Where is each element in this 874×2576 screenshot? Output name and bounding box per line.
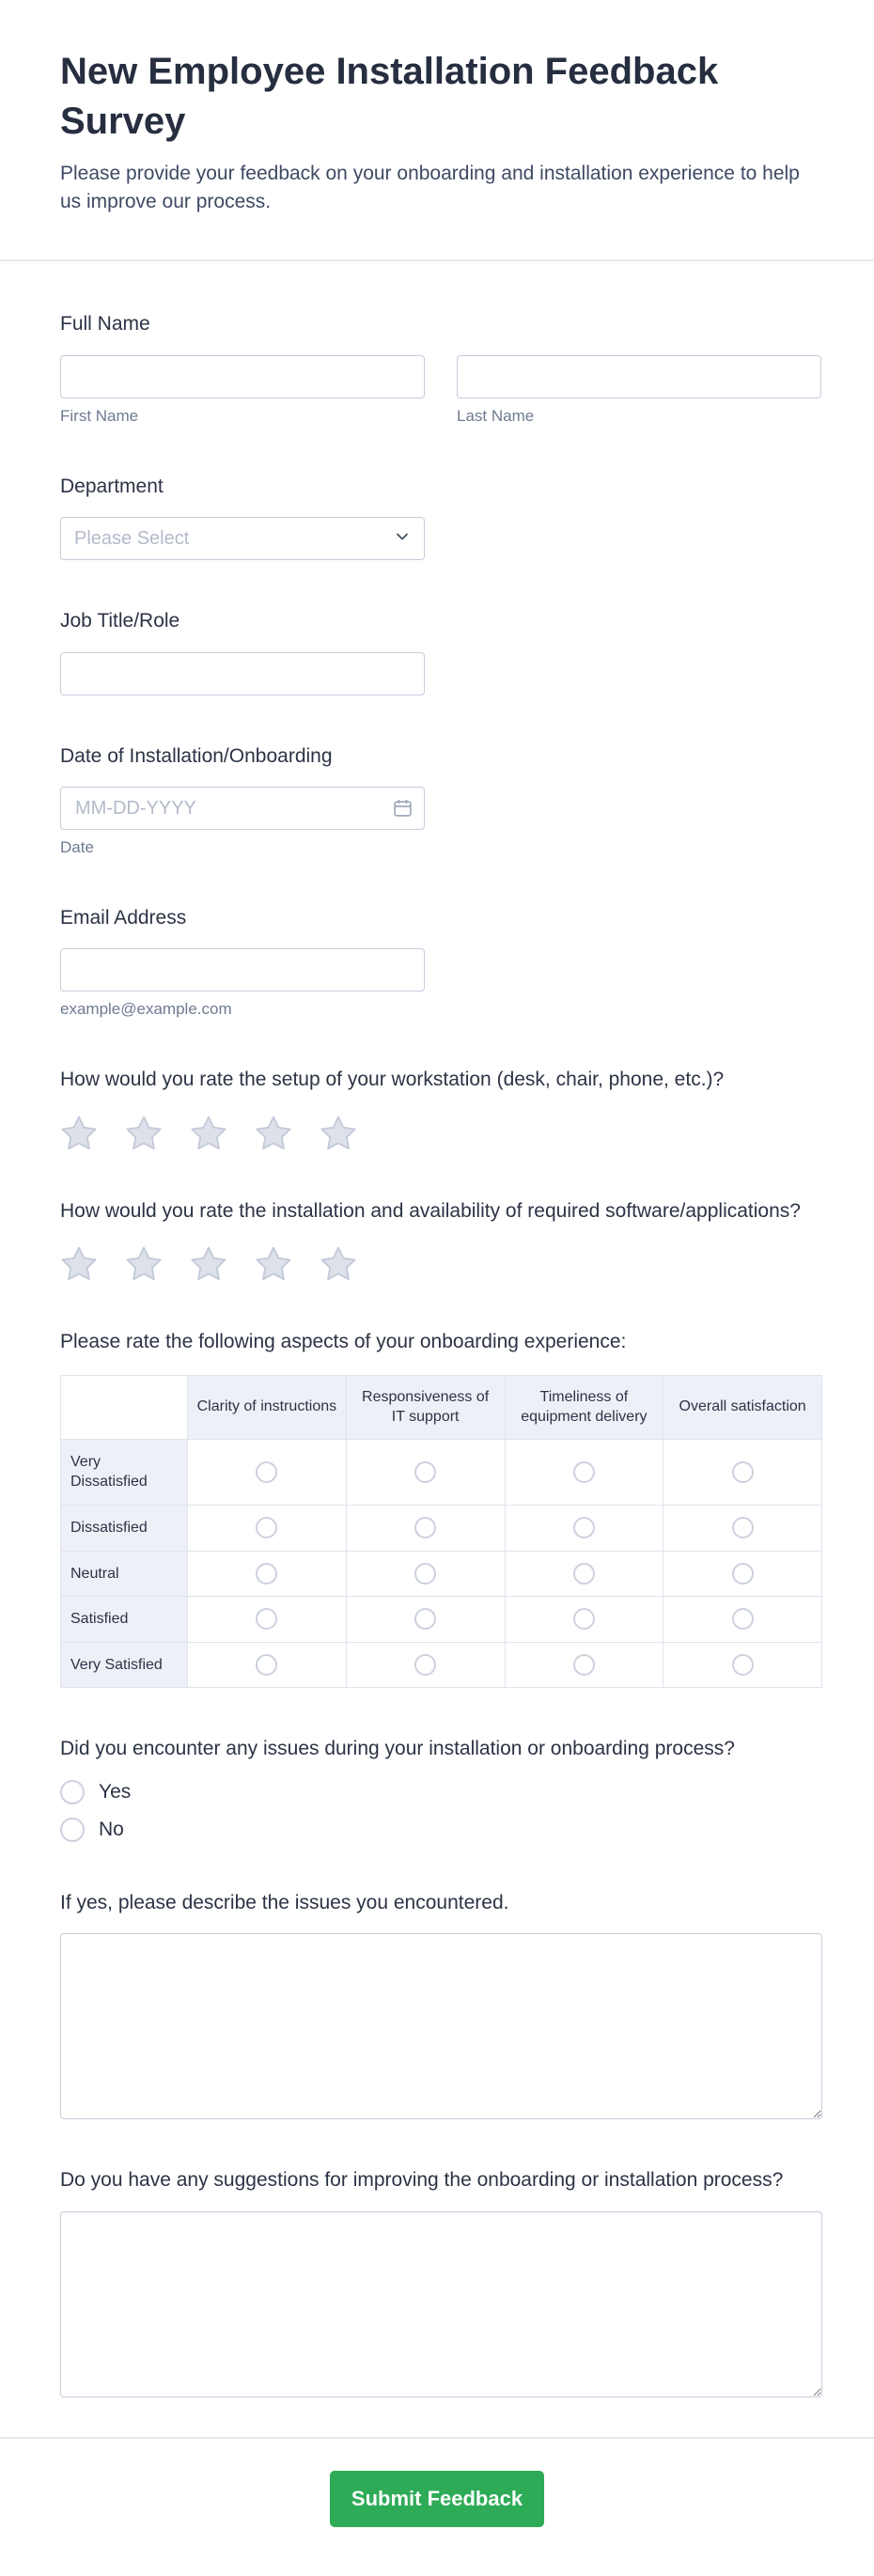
star-icon[interactable] (190, 1245, 227, 1281)
matrix-cell (346, 1597, 505, 1643)
matrix-cell (188, 1439, 347, 1505)
issues-description-textarea[interactable] (60, 1933, 822, 2119)
matrix-cell (663, 1597, 822, 1643)
matrix-radio[interactable] (414, 1517, 436, 1538)
matrix-radio[interactable] (732, 1608, 754, 1630)
department-label: Department (60, 475, 164, 497)
matrix-cell (663, 1505, 822, 1551)
matrix-radio[interactable] (256, 1461, 277, 1483)
star-icon[interactable] (60, 1245, 98, 1281)
field-issues (60, 1735, 874, 1841)
matrix-cell (346, 1505, 505, 1551)
matrix-row (61, 1505, 822, 1551)
calendar-icon[interactable] (393, 798, 413, 818)
matrix-radio[interactable] (732, 1654, 754, 1676)
radio-icon[interactable] (60, 1818, 85, 1842)
form-footer (0, 2437, 874, 2576)
matrix-cell (505, 1439, 663, 1505)
full-name-inputs (60, 355, 821, 426)
last-name-col (457, 355, 821, 426)
matrix-cell (188, 1642, 347, 1688)
suggestions-label: Do you have any suggestions for improving the onboarding or installation process? (60, 2169, 784, 2192)
matrix-cell (505, 1597, 663, 1643)
matrix-radio[interactable] (573, 1608, 595, 1630)
date-input[interactable] (60, 787, 425, 830)
matrix-cell (505, 1642, 663, 1688)
form-body (0, 261, 874, 2396)
software-rating-label: How would you rate the installation and availability of required software/applications? (60, 1199, 801, 1222)
field-job-title (60, 607, 874, 695)
issues-options (60, 1780, 874, 1842)
star-icon[interactable] (125, 1115, 163, 1150)
matrix-corner-cell (61, 1375, 188, 1439)
radio-icon[interactable] (60, 1780, 85, 1804)
matrix-radio[interactable] (256, 1517, 277, 1538)
matrix-header-row (61, 1375, 822, 1439)
chevron-down-icon (394, 528, 411, 550)
field-email (60, 904, 874, 1019)
matrix-cell (346, 1551, 505, 1597)
department-select[interactable] (60, 517, 425, 560)
matrix-col-header: Overall satisfaction (663, 1375, 822, 1439)
email-sublabel: example@example.com (60, 1000, 232, 1019)
star-icon[interactable] (320, 1115, 357, 1150)
matrix-radio[interactable] (414, 1654, 436, 1676)
first-name-input[interactable] (60, 355, 425, 398)
matrix-radio[interactable] (414, 1461, 436, 1483)
matrix-radio[interactable] (256, 1608, 277, 1630)
star-icon[interactable] (190, 1115, 227, 1150)
matrix-radio[interactable] (256, 1654, 277, 1676)
field-department (60, 473, 874, 560)
job-title-label: Job Title/Role (60, 610, 180, 632)
issues-option-yes[interactable] (60, 1780, 874, 1804)
matrix-radio[interactable] (732, 1517, 754, 1538)
matrix-table (60, 1375, 822, 1689)
workstation-rating-label: How would you rate the setup of your workstation (desk, chair, phone, etc.)? (60, 1069, 725, 1091)
field-install-date (60, 742, 874, 857)
last-name-sublabel: Last Name (457, 406, 535, 425)
star-icon[interactable] (255, 1115, 292, 1150)
matrix-radio[interactable] (573, 1517, 595, 1538)
matrix-radio[interactable] (573, 1563, 595, 1585)
department-select-placeholder: Please Select (74, 527, 190, 549)
matrix-cell (505, 1505, 663, 1551)
field-workstation-rating (60, 1066, 874, 1149)
matrix-row (61, 1642, 822, 1688)
matrix-cell (188, 1505, 347, 1551)
star-icon[interactable] (60, 1115, 98, 1150)
matrix-row-header: Neutral (61, 1551, 188, 1597)
workstation-rating-stars (60, 1115, 874, 1150)
matrix-radio[interactable] (732, 1563, 754, 1585)
matrix-row-header: Very Satisfied (61, 1642, 188, 1688)
matrix-row-header: Very Dissatisfied (61, 1439, 188, 1505)
matrix-col-header: Clarity of instructions (188, 1375, 347, 1439)
email-input[interactable] (60, 948, 425, 991)
matrix-row-header: Satisfied (61, 1597, 188, 1643)
software-rating-stars (60, 1245, 874, 1281)
matrix-cell (346, 1642, 505, 1688)
matrix-radio[interactable] (414, 1563, 436, 1585)
matrix-cell (188, 1551, 347, 1597)
matrix-row (61, 1439, 822, 1505)
field-suggestions (60, 2166, 874, 2396)
install-date-label: Date of Installation/Onboarding (60, 744, 333, 767)
matrix-radio[interactable] (414, 1608, 436, 1630)
option-label: No (99, 1818, 124, 1840)
full-name-label: Full Name (60, 313, 150, 336)
matrix-row (61, 1597, 822, 1643)
matrix-row-header: Dissatisfied (61, 1505, 188, 1551)
page-title: New Employee Installation Feedback Survey (60, 51, 719, 142)
star-icon[interactable] (125, 1245, 163, 1281)
field-software-rating (60, 1197, 874, 1281)
submit-button[interactable]: Submit Feedback (330, 2471, 544, 2527)
date-sublabel: Date (60, 838, 94, 857)
last-name-input[interactable] (457, 355, 821, 398)
field-matrix (60, 1328, 874, 1688)
form-header (0, 0, 874, 261)
form-subtitle: Please provide your feedback on your onboarding and installation experience to help us improve our process. (60, 162, 800, 213)
field-full-name (60, 310, 874, 425)
star-icon[interactable] (255, 1245, 292, 1281)
matrix-row (61, 1551, 822, 1597)
matrix-cell (505, 1551, 663, 1597)
matrix-label: Please rate the following aspects of your onboarding experience: (60, 1331, 627, 1353)
matrix-cell (663, 1439, 822, 1505)
issues-option-no[interactable] (60, 1818, 874, 1842)
matrix-radio[interactable] (573, 1654, 595, 1676)
issues-description-label: If yes, please describe the issues you encountered. (60, 1891, 509, 1913)
issues-label: Did you encounter any issues during your installation or onboarding process? (60, 1738, 735, 1760)
matrix-col-header: Responsiveness of IT support (346, 1375, 505, 1439)
matrix-radio[interactable] (573, 1461, 595, 1483)
matrix-table-wrap (60, 1375, 874, 1689)
matrix-cell (346, 1439, 505, 1505)
job-title-input[interactable] (60, 652, 425, 695)
matrix-cell (663, 1642, 822, 1688)
first-name-sublabel: First Name (60, 406, 139, 425)
matrix-radio[interactable] (732, 1461, 754, 1483)
option-label: Yes (99, 1780, 132, 1803)
email-label: Email Address (60, 907, 187, 929)
suggestions-textarea[interactable] (60, 2211, 822, 2397)
matrix-cell (663, 1551, 822, 1597)
first-name-col (60, 355, 425, 426)
star-icon[interactable] (320, 1245, 357, 1281)
date-input-wrap (60, 787, 425, 830)
matrix-col-header: Timeliness of equipment delivery (505, 1375, 663, 1439)
field-issues-description (60, 1889, 874, 2119)
matrix-cell (188, 1597, 347, 1643)
matrix-radio[interactable] (256, 1563, 277, 1585)
